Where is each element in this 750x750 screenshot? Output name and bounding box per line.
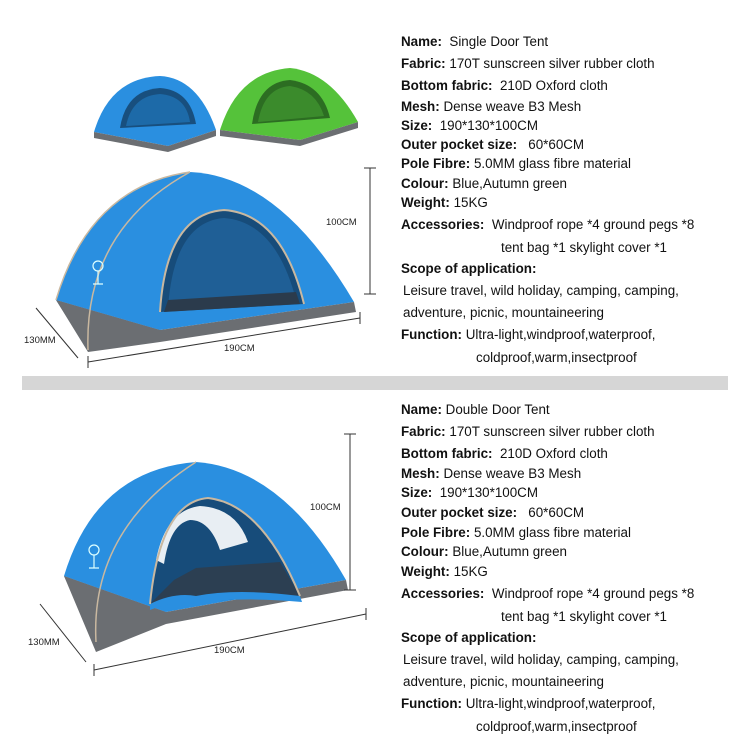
spec-bottom-fabric: Bottom fabric: 210D Oxford cloth: [401, 446, 608, 461]
length-label: 190CM: [224, 343, 255, 354]
spec-mesh: Mesh: Dense weave B3 Mesh: [401, 99, 582, 114]
spec-scope: Scope of application:: [401, 630, 537, 645]
spec-colour: Colour: Blue,Autumn green: [401, 176, 567, 191]
spec-pocket: Outer pocket size: 60*60CM: [401, 505, 585, 520]
spec-function: Function: Ultra-light,windproof,waterproof,: [401, 327, 656, 342]
product-name: Single Door Tent: [449, 34, 549, 49]
spec-scope-line1: Leisure travel, wild holiday, camping, camping,: [403, 652, 679, 667]
height-label: 100CM: [326, 217, 357, 228]
spec-pole: Pole Fibre: 5.0MM glass fibre material: [401, 156, 631, 171]
small-blue-tent: [94, 76, 216, 152]
spec-weight: Weight: 15KG: [401, 195, 488, 210]
product-name: Double Door Tent: [445, 402, 550, 417]
double-door-tent-illustration: [0, 390, 400, 750]
spec-mesh: Mesh: Dense weave B3 Mesh: [401, 466, 582, 481]
spec-accessories-cont: tent bag *1 skylight cover *1: [501, 240, 667, 255]
height-dimension-line: [364, 168, 376, 294]
main-double-door-tent: [64, 462, 348, 652]
spec-size: Size: 190*130*100CM: [401, 118, 538, 133]
height-label: 100CM: [310, 502, 341, 513]
single-door-tent-illustration: [0, 0, 400, 376]
spec-scope-line2: adventure, picnic, mountaineering: [403, 674, 604, 689]
spec-scope: Scope of application:: [401, 261, 537, 276]
spec-name: Name: Double Door Tent: [401, 402, 550, 417]
spec-function-cont: coldproof,warm,insectproof: [476, 719, 637, 734]
spec-colour: Colour: Blue,Autumn green: [401, 544, 567, 559]
spec-size: Size: 190*130*100CM: [401, 485, 538, 500]
double-door-tent-panel: [0, 390, 750, 750]
height-dimension-line: [344, 434, 356, 590]
section-divider: [22, 376, 728, 390]
spec-fabric: Fabric: 170T sunscreen silver rubber cloth: [401, 424, 655, 439]
spec-accessories-cont: tent bag *1 skylight cover *1: [501, 609, 667, 624]
spec-name: Name: Single Door Tent: [401, 34, 549, 49]
spec-function: Function: Ultra-light,windproof,waterproof,: [401, 696, 656, 711]
spec-scope-line2: adventure, picnic, mountaineering: [403, 305, 604, 320]
width-dimension-line: [40, 604, 86, 662]
length-label: 190CM: [214, 645, 245, 656]
spec-weight: Weight: 15KG: [401, 564, 488, 579]
spec-fabric: Fabric: 170T sunscreen silver rubber cloth: [401, 56, 655, 71]
spec-accessories: Accessories: Windproof rope *4 ground pegs *8: [401, 586, 695, 601]
width-label: 130MM: [24, 335, 56, 346]
spec-function-cont: coldproof,warm,insectproof: [476, 350, 637, 365]
main-single-door-tent: [56, 172, 356, 352]
small-green-tent: [220, 68, 358, 146]
width-label: 130MM: [28, 637, 60, 648]
spec-bottom-fabric: Bottom fabric: 210D Oxford cloth: [401, 78, 608, 93]
spec-pocket: Outer pocket size: 60*60CM: [401, 137, 585, 152]
spec-scope-line1: Leisure travel, wild holiday, camping, camping,: [403, 283, 679, 298]
spec-accessories: Accessories: Windproof rope *4 ground pegs *8: [401, 217, 695, 232]
spec-pole: Pole Fibre: 5.0MM glass fibre material: [401, 525, 631, 540]
